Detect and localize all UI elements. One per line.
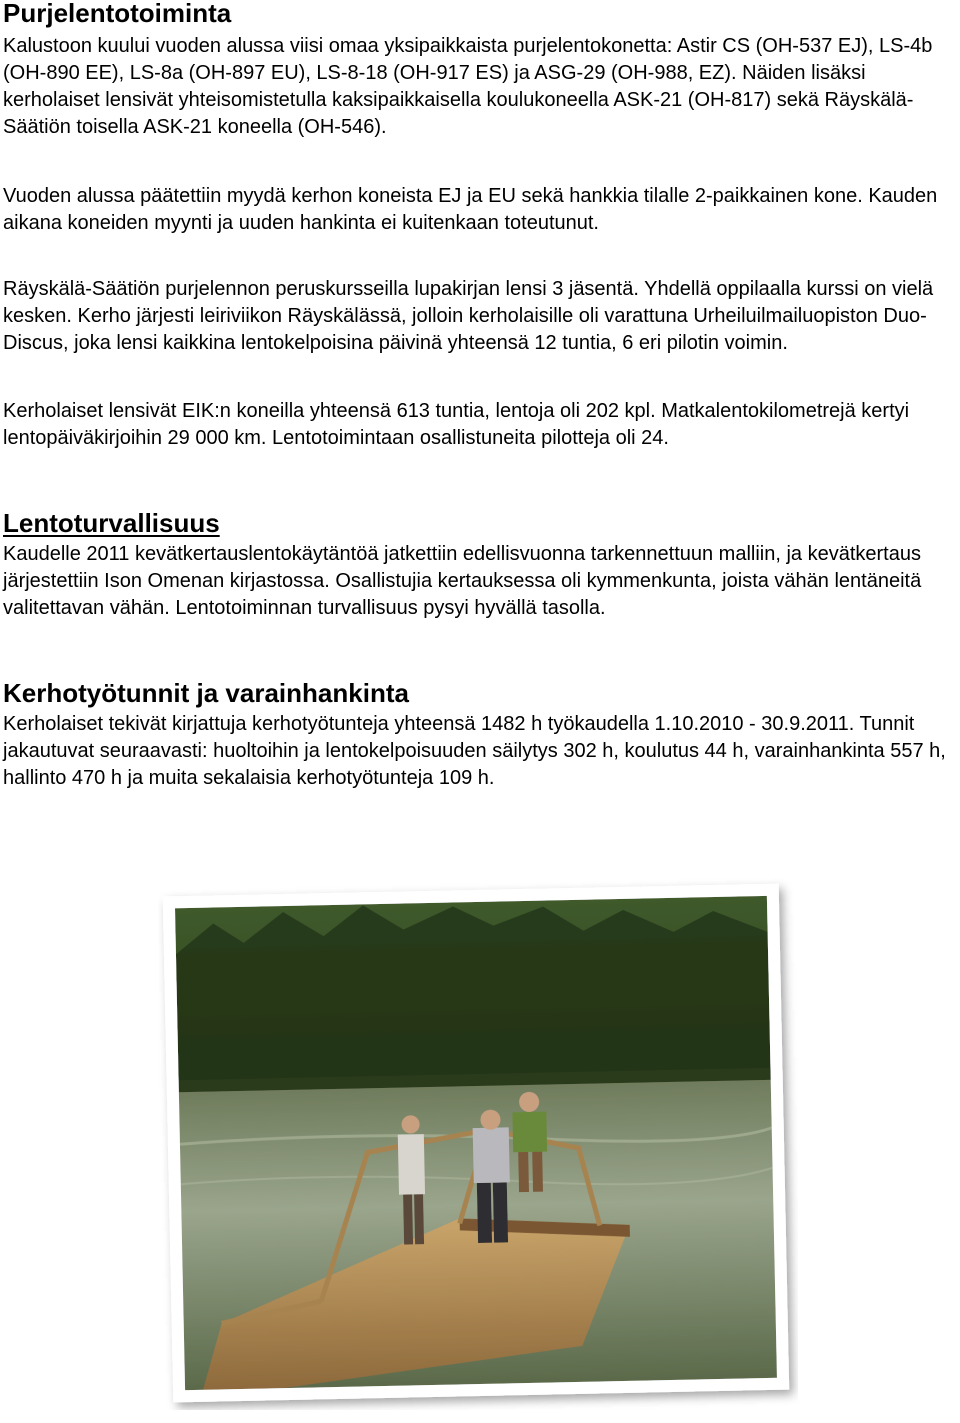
paragraph-courses: Räyskälä-Säätiön purjelennon peruskursseilla lupakirjan lensi 3 jäsentä. Yhdellä oppilaalla kurssi on vielä kesken. Kerho järjesti leiriviikon Räyskälässä, jolloin kerholaisille oli varattuna Urheiluilmailuopiston Duo-Discus, joka lensi kaikkina lentokelpoisina päivinä yhteensä 12 tuntia, 6 eri pilotin voimin. xyxy=(3,278,934,354)
paragraph-hours: Kerholaiset lensivät EIK:n koneilla yhteensä 613 tuntia, lentoja oli 202 kpl. Matkalentokilometrejä kertyi lentopäiväkirjoihin 29 000 km. Lentotoimintaan osallistuneita pilotteja oli 24. xyxy=(3,400,910,449)
lake-dock-photo xyxy=(158,878,798,1410)
paragraph-sale: Vuoden alussa päätettiin myydä kerhon koneista EJ ja EU sekä hankkia tilalle 2-paikkainen kone. Kauden aikana koneiden myynti ja uuden hankinta ei kuitenkaan toteutunut. xyxy=(3,185,938,234)
paragraph-workhours: Kerholaiset tekivät kirjattuja kerhotyötunteja yhteensä 1482 h työkaudella 1.10.2010 - 30.9.2011. Tunnit jakautuvat seuraavasti: huoltoihin ja lentokelpoisuuden säilytys 302 h, koulutus 44 h, varainhankinta 557 h, hallinto 470 h ja muita sekalaisia kerhotyötunteja 109 h. xyxy=(3,713,946,789)
heading-kerhotyotunnit: Kerhotyötunnit ja varainhankinta xyxy=(3,678,409,708)
heading-lentoturvallisuus: Lentoturvallisuus xyxy=(3,508,220,538)
photo-image xyxy=(158,878,798,1410)
paragraph-fleet: Kalustoon kuului vuoden alussa viisi omaa yksipaikkaista purjelentokonetta: Astir CS (OH-537 EJ), LS-4b (OH-890 EE), LS-8a (OH-897 EU), LS-8-18 (OH-917 ES) ja ASG-29 (OH-988, EZ). Näiden lisäksi kerholaiset lensivät yhteisomistetulla kaksipaikkaisella koulukoneella ASK-21 (OH-817) sekä Räyskälä-Säätiön toisella ASK-21 koneella (OH-546). xyxy=(3,35,933,138)
heading-purjelentotoiminta: Purjelentotoiminta xyxy=(3,0,232,28)
paragraph-safety: Kaudelle 2011 kevätkertauslentokäytäntöä jatkettiin edellisvuonna tarkennettuun malliin, ja kevätkertaus järjestettiin Ison Omenan kirjastossa. Osallistujia kertauksessa oli kymmenkunta, joista vähän lentäneitä valitettavan vähän. Lentotoiminnan turvallisuus pysyi hyvällä tasolla. xyxy=(3,543,922,619)
